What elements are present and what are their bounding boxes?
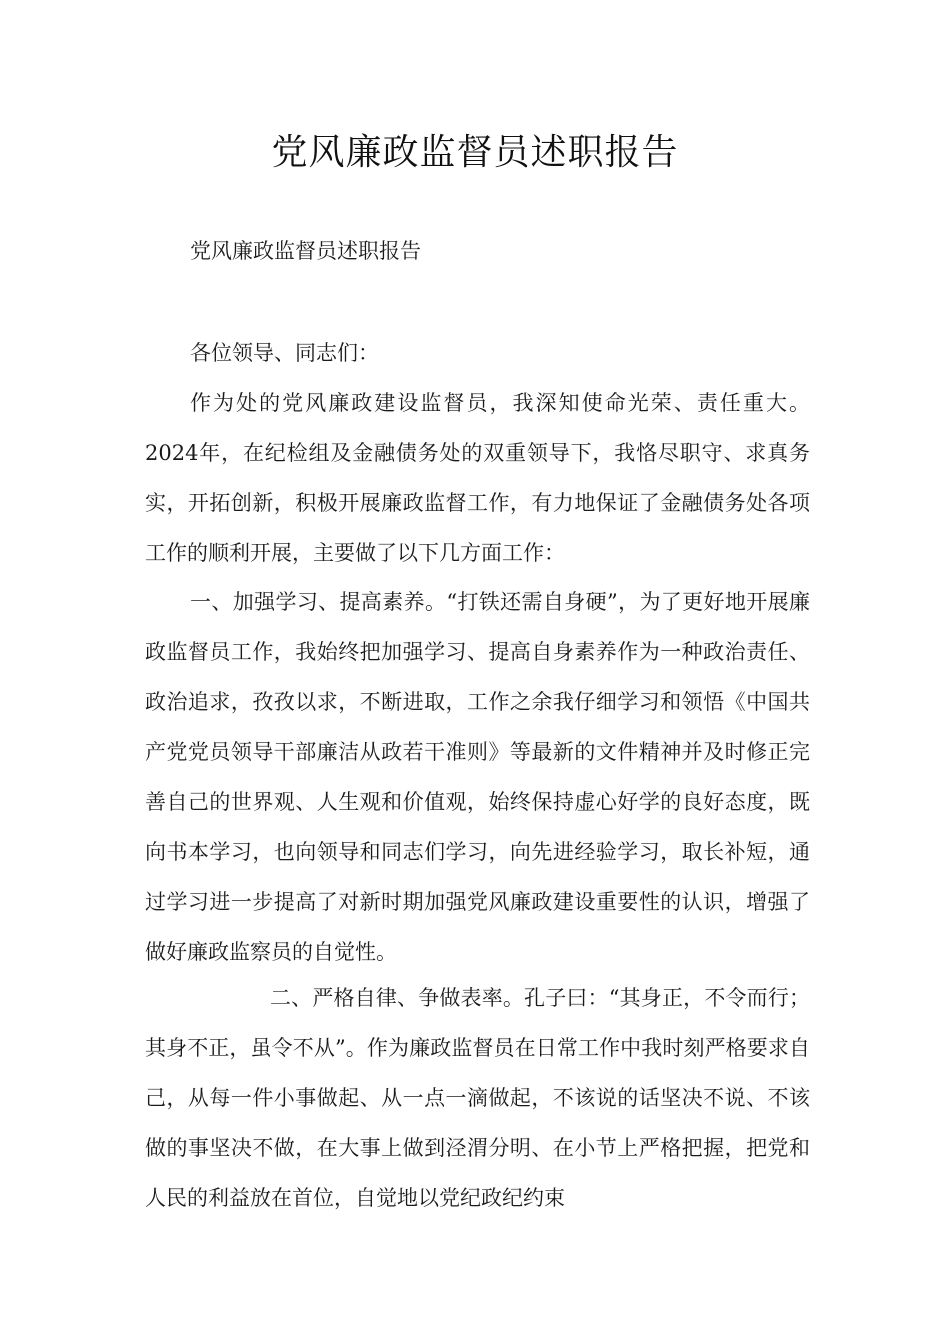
document-title: 党风廉政监督员述职报告 (271, 132, 679, 173)
paragraph-intro: 作为处的党风廉政建设监督员，我深知使命光荣、责任重大。2024年，在纪检组及金融债务处的双重领导下，我恪尽职守、求真务实，开拓创新，积极开展廉政监督工作，有力地保证了金融债务处各项工作的顺利开展，主要做了以下几方面工作： (145, 391, 810, 565)
document-subtitle: 党风廉政监督员述职报告 (190, 239, 421, 263)
salutation: 各位领导、同志们： (190, 341, 379, 365)
paragraph-section-two: 二、严格自律、争做表率。孔子曰：“其身正，不令而行；其身不正，虽令不从”。作为廉政监督员在日常工作中我时刻严格要求自己，从每一件小事做起、从一点一滴做起，不该说的话坚决不说、不该做的事坚决不做，在大事上做到泾渭分明、在小节上严格把握，把党和人民的利益放在首位，自觉地以党纪政纪约束 (145, 986, 810, 1210)
paragraph-section-one: 一、加强学习、提高素养。“打铁还需自身硬”，为了更好地开展廉政监督员工作，我始终把加强学习、提高自身素养作为一种政治责任、政治追求，孜孜以求，不断进取，工作之余我仔细学习和领悟《中国共产党党员领导干部廉洁从政若干准则》等最新的文件精神并及时修正完善自己的世界观、人生观和价值观，始终保持虚心好学的良好态度，既向书本学习，也向领导和同志们学习，向先进经验学习，取长补短，通过学习进一步提高了对新时期加强党风廉政建设重要性的认识，增强了做好廉政监察员的自觉性。 (145, 590, 810, 964)
